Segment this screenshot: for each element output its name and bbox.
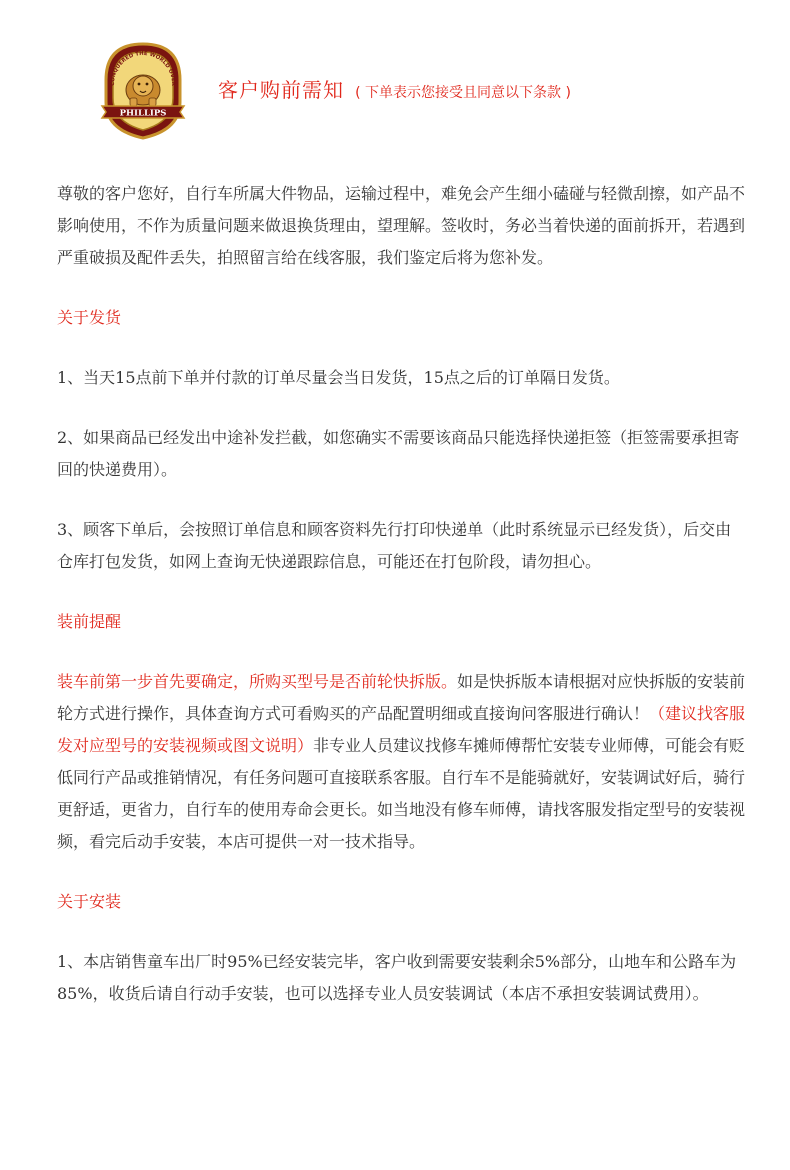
pre-install-paragraph	[57, 666, 747, 858]
pre-install-heading: 装前提醒	[57, 612, 122, 631]
pre-install-red-note: （建议找客服发对应型号的安装视频或图文说明）	[57, 704, 746, 755]
install-heading: 关于安装	[57, 892, 122, 911]
logo-brand-text: PHILLIPS	[119, 108, 167, 119]
pre-install-text-1: 如是快拆版本请根据对应快拆版的安装前轮方式进行操作，具体查询方式可看购买的产品配置明细或直接询问客服进行确认！	[57, 672, 746, 723]
shipping-item-1: 1、当天15点前下单并付款的订单尽量会当日发货，15点之后的订单隔日发货。	[57, 368, 620, 387]
pre-install-red-lead: 装车前第一步首先要确定，所购买型号是否前轮快拆版。	[57, 672, 458, 691]
pre-install-text-2: 非专业人员建议找修车摊师傅帮忙安装专业师傅，可能会有贬低同行产品或推销情况，有任务问题可直接联系客服。自行车不是能骑就好，安装调试好后，骑行更舒适，更省力，自行车的使用寿命会更长。如当地没有修车师傅，请找客服发指定型号的安装视频，看完后动手安装，本店可提供一对一技术指导。	[57, 736, 746, 851]
shipping-item-2: 2、如果商品已经发出中途补发拦截，如您确实不需要该商品只能选择快递拒签（拒签需要承担寄回的快递费用）。	[57, 428, 740, 479]
page-title: 客户购前需知	[218, 78, 344, 102]
phillips-logo-icon	[100, 40, 186, 140]
header	[100, 40, 760, 140]
intro-paragraph: 尊敬的客户您好，自行车所属大件物品，运输过程中，难免会产生细小磕碰与轻微刮擦，如产品不影响使用，不作为质量问题来做退换货理由，望理解。签收时，务必当着快递的面前拆开，若遇到严重破损及配件丢失，拍照留言给在线客服，我们鉴定后将为您补发。	[57, 184, 746, 267]
page-subtitle: ( 下单表示您接受且同意以下条款 )	[355, 85, 571, 101]
shipping-item-3: 3、顾客下单后，会按照订单信息和顾客资料先行打印快递单（此时系统显示已经发货），后交由仓库打包发货，如网上查询无快递跟踪信息，可能还在打包阶段，请勿担心。	[57, 520, 732, 571]
install-item-1: 1、本店销售童车出厂时95%已经安装完毕，客户收到需要安装剩余5%部分，山地车和公路车为85%，收货后请自行动手安装，也可以选择专业人员安装调试（本店不承担安装调试费用）。	[57, 952, 737, 1003]
notice-content	[57, 178, 747, 1038]
shipping-heading: 关于发货	[57, 308, 122, 327]
header-title-row	[218, 74, 571, 103]
logo-arc-text: CONQUERED THE WORLD OVER	[109, 50, 177, 86]
